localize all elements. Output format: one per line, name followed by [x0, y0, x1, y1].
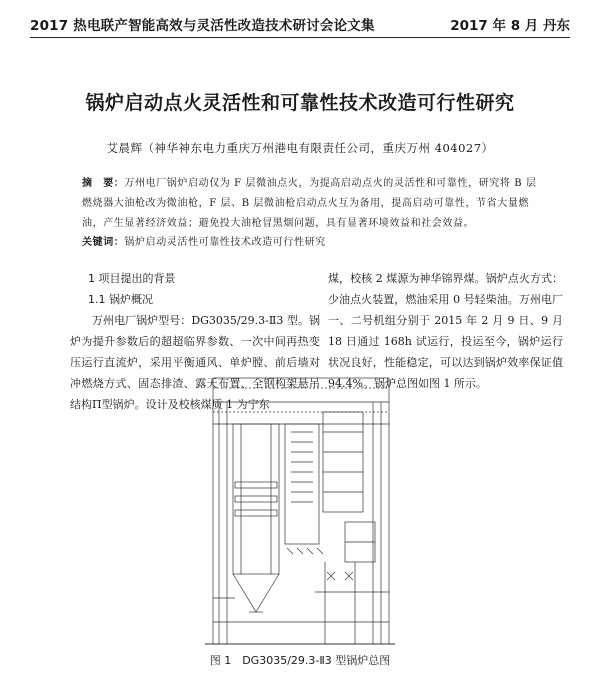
boiler-line-drawing: [205, 372, 395, 650]
abstract: [82, 174, 542, 234]
header-rule: [30, 37, 570, 38]
body-paragraph-left: 万州电厂锅炉型号：DG3035/29.3-Ⅱ3 型。锅炉为提升参数后的超超临界参数、一次中间再热变压运行直流炉，采用平衡通风、单炉膛、前后墙对冲燃烧方式、固态排渣、露天布置、全钢构架悬吊结构Π型锅炉。设计及校核煤质 1 为宁东: [70, 314, 320, 411]
abstract-label: 摘 要：: [82, 178, 125, 189]
body-paragraph-right: 煤，校核 2 煤源为神华锦界煤。锅炉点火方式：少油点火装置，燃油采用 0 号轻柴油。万州电厂一、二号机组分别于 2015 年 2 月 9 日、9 月 18 日通过 168h 试运行，投运至今，锅炉运行状况良好，性能稳定，可以达到锅炉效率保证值 94.4%。锅炉总图如图 1 所示。: [328, 272, 563, 390]
header-date-location: 2017 年 8 月 丹东: [450, 18, 570, 34]
abstract-text: 万州电厂锅炉启动仅为 F 层微油点火，为提高启动点火的灵活性和可靠性，研究将 B 层燃烧器大油枪改为微油枪，F 层、B 层微油枪启动点火互为备用，提高启动可靠性，节省大量燃油，产生显著经济效益；避免投大油枪冒黑烟问题，具有显著环境效益和社会效益。: [82, 178, 537, 229]
running-header: [0, 0, 600, 40]
section-heading-1: 1 项目提出的背景: [88, 272, 176, 285]
keywords-text: 锅炉启动灵活性可靠性技术改造可行性研究: [124, 237, 326, 248]
paper-title: 锅炉启动点火灵活性和可靠性技术改造可行性研究: [85, 92, 515, 114]
figure-caption: 图 1 DG3035/29.3-Ⅱ3 型锅炉总图: [209, 654, 391, 667]
author-affiliation: 艾晨辉（神华神东电力重庆万州港电有限责任公司，重庆万州 404027）: [106, 141, 494, 155]
boiler-drawing-figure: [205, 372, 395, 650]
header-proceedings-title: 2017 热电联产智能高效与灵活性改造技术研讨会论文集: [30, 18, 375, 34]
keywords-label: 关键词：: [82, 237, 125, 248]
keywords: [82, 234, 542, 252]
section-heading-1-1: 1.1 锅炉概况: [88, 293, 153, 306]
